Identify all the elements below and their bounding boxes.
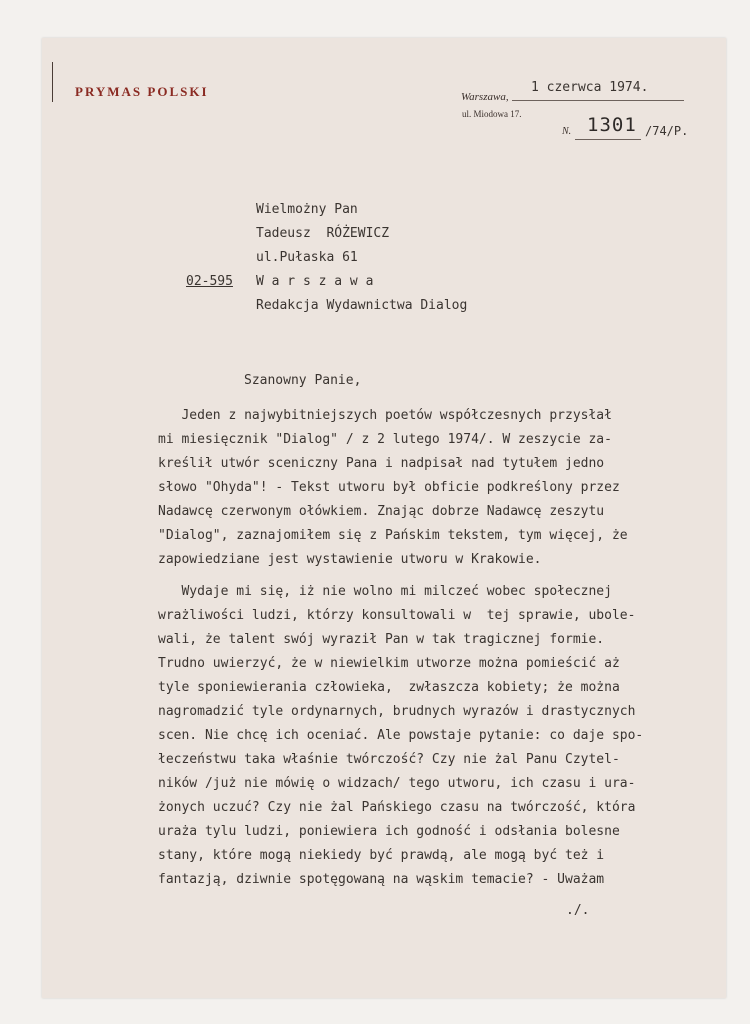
body-line: ników /już nie mówię o widzach/ tego utworu, ich czasu i ura- xyxy=(158,776,636,791)
body-line: stany, które mogą niekiedy być prawdą, ale mogą być też i xyxy=(158,848,605,863)
body-line: kreślił utwór sceniczny Pana i nadpisał nad tytułem jedno xyxy=(158,456,605,471)
body-line: wali, że talent swój wyraził Pan w tak tragicznej formie. xyxy=(158,632,605,647)
body-line: tyle sponiewierania człowieka, zwłaszcza kobiety; że można xyxy=(158,680,620,695)
letterhead: PRYMAS POLSKI xyxy=(75,84,209,99)
body-line: wrażliwości ludzi, którzy konsultowali w tej sprawie, ubole- xyxy=(158,608,636,623)
recipient-street: ul.Pułaska 61 xyxy=(256,250,358,265)
body-line: Nadawcę czerwonym ołówkiem. Znając dobrze Nadawcę zeszytu xyxy=(158,504,605,519)
body-line: "Dialog", zaznajomiłem się z Pańskim tekstem, tym więcej, że xyxy=(158,528,628,543)
place-label: Warszawa, xyxy=(461,91,509,103)
body-line: scen. Nie chcę ich oceniać. Ale powstaje pytanie: co daje spo- xyxy=(158,728,644,743)
recipient-postal-code: 02-595 xyxy=(186,274,233,289)
body-line: Trudno uwierzyć, że w niewielkim utworze można pomieścić aż xyxy=(158,656,620,671)
body-line: nagromadzić tyle ordynarnych, brudnych wyrazów i drastycznych xyxy=(158,704,636,719)
body-line: fantazją, dziwnie spotęgowaną na wąskim temacie? - Uważam xyxy=(158,872,605,887)
body-line: łeczeństwu taka właśnie twórczość? Czy nie żal Panu Czytel- xyxy=(158,752,620,767)
reference-suffix: /74/P. xyxy=(645,124,689,138)
body-line: uraża tylu ludzi, poniewiera ich godność i odsłania bolesne xyxy=(158,824,620,839)
body-line: żonych uczuć? Czy nie żal Pańskiego czasu na twórczość, która xyxy=(158,800,636,815)
recipient-name: Tadeusz RÓŻEWICZ xyxy=(256,226,390,241)
body-line: mi miesięcznik "Dialog" / z 2 lutego 1974/. W zeszycie za- xyxy=(158,432,612,447)
recipient-title: Wielmożny Pan xyxy=(256,202,358,217)
body-line: Jeden z najwybitniejszych poetów współczesnych przysłał xyxy=(158,408,612,423)
number-label: N. xyxy=(562,126,572,137)
salutation: Szanowny Panie, xyxy=(244,373,362,388)
margin-mark xyxy=(52,62,53,102)
street-address: ul. Miodowa 17. xyxy=(462,109,522,119)
letter-date: 1 czerwca 1974. xyxy=(531,80,649,95)
reference-underline xyxy=(575,139,641,140)
body-line: zapowiedziane jest wystawienie utworu w Krakowie. xyxy=(158,552,542,567)
recipient-organization: Redakcja Wydawnictwa Dialog xyxy=(256,298,468,313)
recipient-city: W a r s z a w a xyxy=(256,274,374,289)
continuation-mark: ./. xyxy=(566,903,590,918)
date-underline xyxy=(512,100,684,101)
reference-number: 1301 xyxy=(587,114,637,136)
body-line: słowo "Ohyda"! - Tekst utworu był obficie podkreślony przez xyxy=(158,480,620,495)
body-line: Wydaje mi się, iż nie wolno mi milczeć wobec społecznej xyxy=(158,584,612,599)
